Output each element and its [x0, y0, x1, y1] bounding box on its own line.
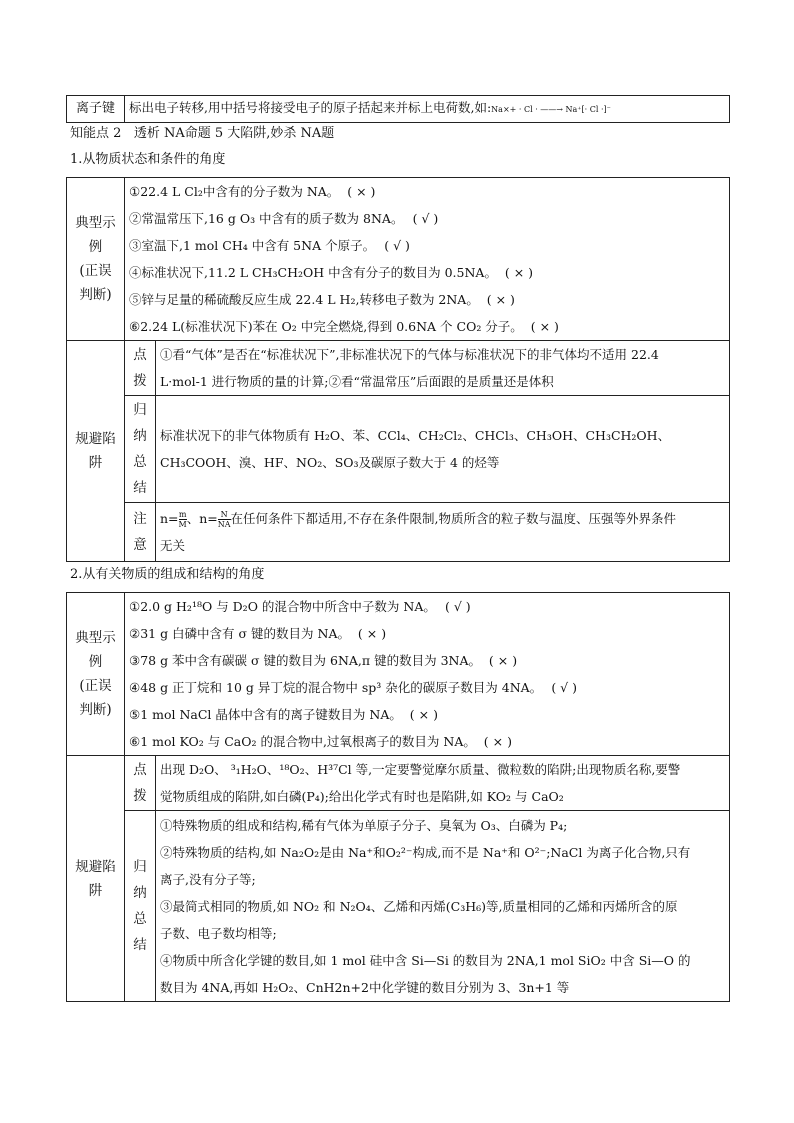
section1-tip-row	[67, 341, 730, 396]
section2-summary-row	[67, 811, 730, 1002]
knowledge-point-label: 知能点 2	[70, 126, 122, 141]
list-item: ③室温下,1 mol CH₄ 中含有 5NA 个原子。 ( √ )	[129, 238, 410, 253]
section2-examples	[125, 593, 730, 756]
section2-avoid-label: 规避陷 阱	[67, 756, 125, 1002]
list-item: ②31 g 白磷中含有 σ 键的数目为 NA。 ( × )	[129, 626, 387, 641]
ionic-bond-example: Na×+ · Cl · ——→ Na⁺[· Cl ·]⁻	[491, 105, 611, 114]
section2-heading: 2.从有关物质的组成和结构的角度	[70, 567, 265, 582]
ionic-bond-label: 离子键	[67, 96, 125, 123]
list-item: ⑤1 mol NaCl 晶体中含有的离子键数目为 NA。 ( × )	[129, 707, 438, 722]
section1-note-text: n= $\frac{m}{M}$ 、n= $\frac{N}{NA}$ 在任何条件下都适用,不存在条件限制,物质所含的粒子数与温度、压强等外界条件 无关	[156, 503, 730, 562]
section1-examples-row	[67, 178, 730, 341]
section1-table	[66, 177, 730, 562]
section1-example-label: 典型示 例 (正误 判断)	[67, 178, 125, 341]
fraction-m-over-M: $\frac{m}{M}$	[178, 510, 187, 529]
section2-example-label: 典型示 例 (正误 判断)	[67, 593, 125, 756]
ionic-bond-text: 标出电子转移,用中括号将接受电子的原子括起来并标上电荷数,如:	[129, 100, 492, 115]
list-item: ⑥2.24 L(标准状况下)苯在 O₂ 中完全燃烧,得到 0.6NA 个 CO₂ 分子。 ( × )	[129, 319, 559, 334]
section2-tip-row	[67, 756, 730, 811]
list-item: ⑤锌与足量的稀硫酸反应生成 22.4 L H₂,转移电子数为 2NA。 ( × )	[129, 292, 515, 307]
list-item: ①2.0 g H₂¹⁸O 与 D₂O 的混合物中所含中子数为 NA。 ( √ )	[129, 599, 471, 614]
section1-tip-text: ①看“气体”是否在“标准状况下”,非标准状况下的气体与标准状况下的非气体均不适用 22.4 L·mol-1 进行物质的量的计算;②看“常温常压”后面跟的是质量还是体积	[156, 341, 730, 396]
section2-summary-label: 归 纳 总 结	[125, 811, 156, 1002]
section2-tip-label: 点 拨	[125, 756, 156, 811]
formula-n: n=	[160, 511, 179, 526]
section2-table	[66, 592, 730, 1002]
list-item: ④48 g 正丁烷和 10 g 异丁烷的混合物中 sp³ 杂化的碳原子数目为 4NA。 ( √ )	[129, 680, 577, 695]
list-item: ⑥1 mol KO₂ 与 CaO₂ 的混合物中,过氧根离子的数目为 NA。 ( × )	[129, 734, 512, 749]
section2-examples-row	[67, 593, 730, 756]
section1-heading: 1.从物质状态和条件的角度	[70, 152, 226, 167]
knowledge-point-heading	[66, 123, 730, 145]
section1-note-row	[67, 503, 730, 562]
list-item: ①22.4 L Cl₂中含有的分子数为 NA。 ( × )	[129, 184, 376, 199]
list-item: ③78 g 苯中含有碳碳 σ 键的数目为 6NA,π 键的数目为 3NA。 ( × )	[129, 653, 518, 668]
ionic-bond-table	[66, 95, 730, 123]
document-page	[66, 95, 730, 1002]
section1-summary-row	[67, 396, 730, 503]
section1-avoid-label: 规避陷 阱	[67, 341, 125, 562]
fraction-N-over-NA: $\frac{N}{NA}$	[217, 510, 231, 529]
section2-summary-text: ①特殊物质的组成和结构,稀有气体为单原子分子、臭氧为 O₃、白磷为 P₄; ②特殊物质的结构,如 Na₂O₂是由 Na⁺和O₂²⁻构成,而不是 Na⁺和 O²⁻;NaCl 为离子化合物,只有 离子,没有分子等; ③最简式相同的物质,如 NO₂ 和 N₂O₄、乙烯和丙烯(C₃H₆)等,质量相同的乙烯和丙烯所含的原 子数、电子数均相等; ④物质中所含化学键的数目,如 1 mol 硅中含 Si—Si 的数目为 2NA,1 mol SiO₂ 中含 Si—O 的 数目为 4NA,再如 H₂O₂、CnH2n+2中化学键的数目分别为 3、3n+1 等	[156, 811, 730, 1002]
section1-note-label: 注 意	[125, 503, 156, 562]
list-item: ④标准状况下,11.2 L CH₃CH₂OH 中含有分子的数目为 0.5NA。 ( × )	[129, 265, 534, 280]
section1-tip-label: 点 拨	[125, 341, 156, 396]
section2-tip-text: 出现 D₂O、 ³₁H₂O、¹⁸O₂、H³⁷Cl 等,一定要警觉摩尔质量、微粒数的陷阱;出现物质名称,要警 觉物质组成的陷阱,如白磷(P₄);给出化学式有时也是陷阱,如 KO₂ 与 CaO₂	[156, 756, 730, 811]
list-item: ②常温常压下,16 g O₃ 中含有的质子数为 8NA。 ( √ )	[129, 211, 439, 226]
section1-summary-text: 标准状况下的非气体物质有 H₂O、苯、CCl₄、CH₂Cl₂、CHCl₃、CH₃OH、CH₃CH₂OH、 CH₃COOH、溴、HF、NO₂、SO₃及碳原子数大于 4 的烃等	[156, 396, 730, 503]
knowledge-point-title: 透析 NA命题 5 大陷阱,妙杀 NA题	[133, 126, 335, 141]
section1-examples	[125, 178, 730, 341]
section1-summary-label: 归 纳 总 结	[125, 396, 156, 503]
